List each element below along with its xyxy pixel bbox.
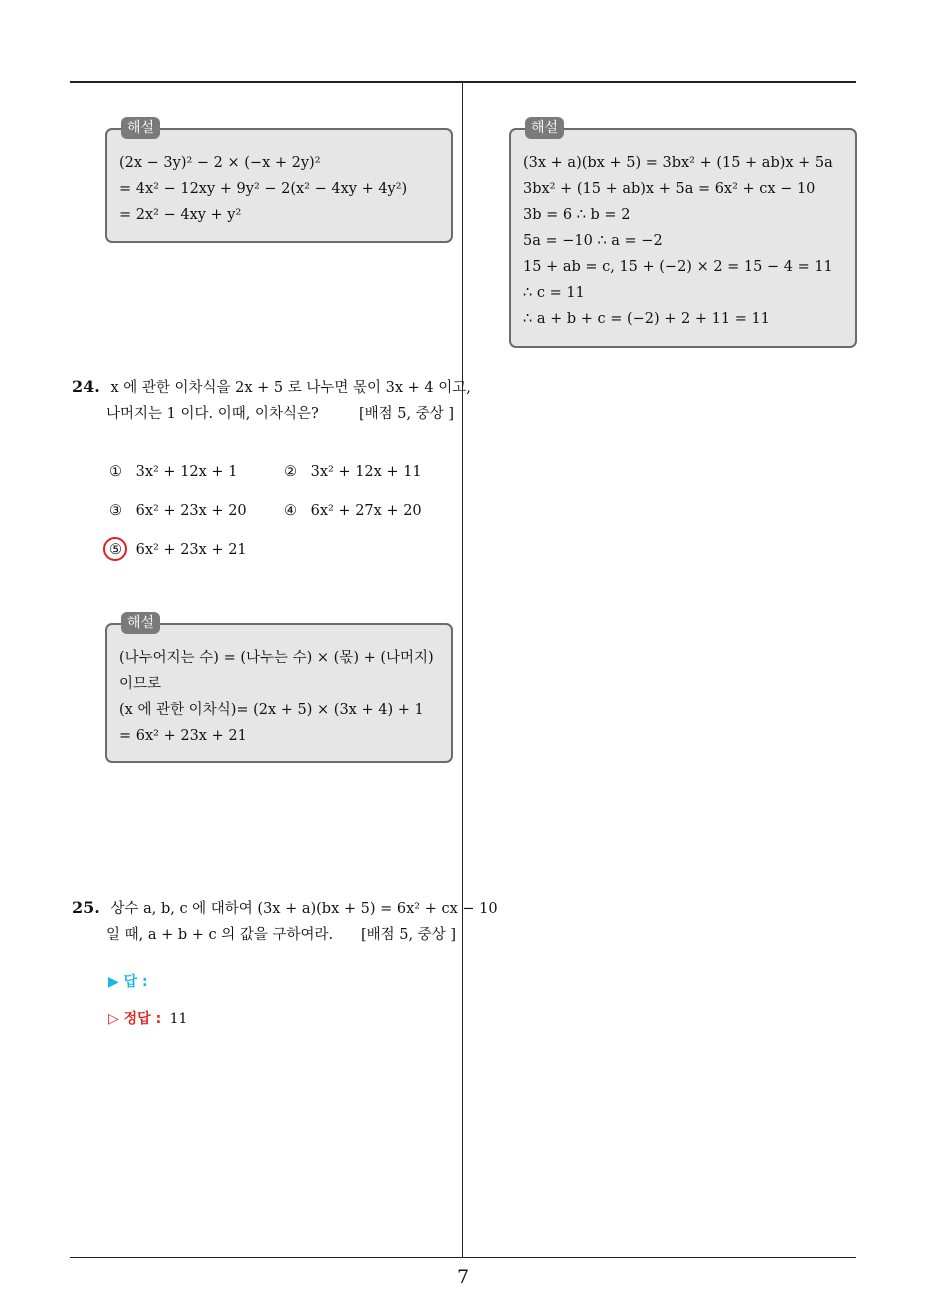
question-text: 나머지는 1 이다. 이때, 이차식은?	[106, 406, 319, 422]
question-number: 25.	[72, 898, 100, 917]
choice-mark: ②	[284, 464, 297, 480]
question-text: x 에 관한 이차식을 2x + 5 로 나누면 몫이 3x + 4 이고,	[110, 380, 471, 396]
answer-label: ▶ 답 :	[108, 974, 148, 990]
choice-text: 3x² + 12x + 1	[135, 464, 238, 480]
choice-text: 6x² + 23x + 21	[135, 542, 247, 558]
choice-3[interactable]	[109, 503, 247, 519]
choice-2[interactable]	[284, 464, 422, 480]
solution-line: (3x + a)(bx + 5) = 3bx² + (15 + ab)x + 5a	[523, 155, 833, 171]
question-meta: [배점 5, 중상 ]	[360, 927, 456, 943]
column-divider	[462, 82, 463, 1258]
page-number: 7	[456, 1266, 470, 1288]
choice-text: 3x² + 12x + 11	[310, 464, 422, 480]
choice-1[interactable]	[109, 464, 237, 480]
solution-line: 5a = −10 ∴ a = −2	[523, 233, 663, 249]
choice-text: 6x² + 23x + 20	[135, 503, 247, 519]
choice-mark: ①	[109, 464, 122, 480]
choice-text: 6x² + 27x + 20	[310, 503, 422, 519]
solution-label: 해설	[525, 117, 564, 139]
choice-mark: ④	[284, 503, 297, 519]
solution-line: 3bx² + (15 + ab)x + 5a = 6x² + cx − 10	[523, 181, 816, 197]
solution-box-q25	[509, 120, 857, 348]
question-meta: [배점 5, 중상 ]	[358, 406, 454, 422]
choice-mark: ③	[109, 503, 122, 519]
choice-4[interactable]	[284, 503, 422, 519]
question-number: 24.	[72, 377, 100, 396]
correct-answer-label: ▷ 정답 :	[108, 1011, 162, 1027]
solution-line: ∴ c = 11	[523, 285, 585, 301]
question-24	[72, 374, 471, 427]
bottom-rule	[70, 1257, 856, 1258]
solution-line: 3b = 6 ∴ b = 2	[523, 207, 631, 223]
answer-field[interactable]	[108, 971, 148, 991]
question-text: 일 때, a + b + c 의 값을 구하여라.	[106, 927, 334, 943]
solution-line: (나누어지는 수) = (나누는 수) × (몫) + (나머지)	[119, 650, 434, 666]
solution-line: (x 에 관한 이차식)= (2x + 5) × (3x + 4) + 1	[119, 702, 424, 718]
question-25	[72, 895, 498, 948]
solution-label: 해설	[121, 612, 160, 634]
solution-line: = 2x² − 4xy + y²	[119, 207, 242, 223]
top-rule	[70, 81, 856, 83]
solution-line: = 6x² + 23x + 21	[119, 728, 247, 744]
correct-answer	[108, 1008, 187, 1028]
choice-5[interactable]	[109, 542, 247, 558]
solution-label: 해설	[121, 117, 160, 139]
solution-line: = 4x² − 12xy + 9y² − 2(x² − 4xy + 4y²)	[119, 181, 408, 197]
correct-answer-value: 11	[169, 1011, 188, 1027]
solution-line: 15 + ab = c, 15 + (−2) × 2 = 15 − 4 = 11	[523, 259, 833, 275]
solution-line: 이므로	[119, 676, 162, 692]
solution-box-q24	[105, 615, 453, 763]
solution-line: ∴ a + b + c = (−2) + 2 + 11 = 11	[523, 311, 770, 327]
question-text: 상수 a, b, c 에 대하여 (3x + a)(bx + 5) = 6x² + cx − 10	[110, 901, 498, 917]
solution-line: (2x − 3y)² − 2 × (−x + 2y)²	[119, 155, 321, 171]
solution-box-q23	[105, 120, 453, 243]
choice-mark: ⑤	[109, 542, 122, 558]
